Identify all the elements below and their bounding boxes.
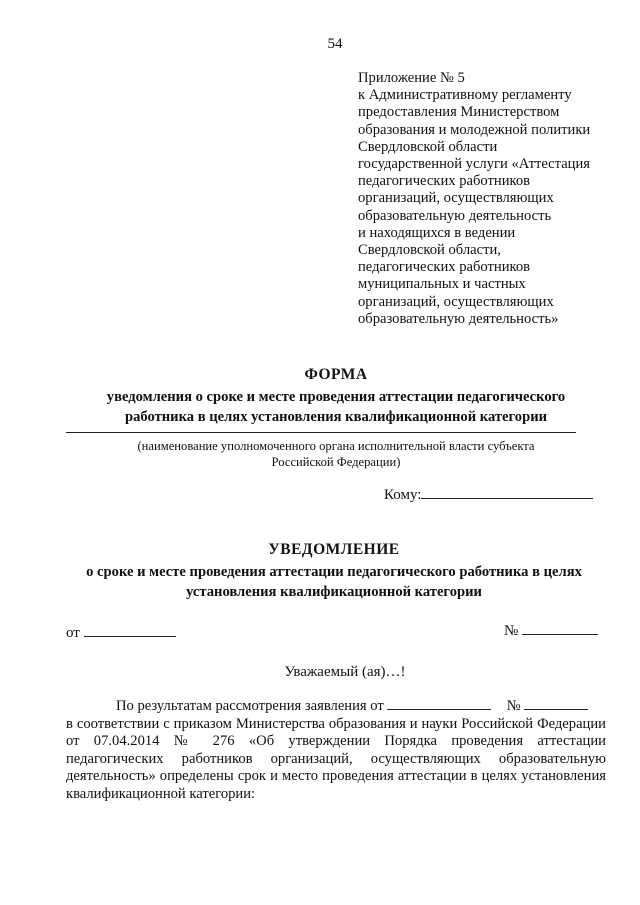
appendix-line: педагогических работников (358, 259, 531, 276)
body-text: в соответствии с приказом Министерства образования и науки Российской Федерации от 07.04.2014 № 276 «Об утверждении Порядка проведения аттестации педагогических работников организаций, осуществляющих образовательную деятельность» определены срок и место проведения аттестации в целях установления квалификационной категории: (66, 715, 606, 802)
appendix-line: Свердловской области (358, 138, 498, 155)
appendix-line: государственной услуги «Аттестация (358, 156, 591, 173)
form-subtitle-line: работника в целях установления квалификационной категории (124, 409, 548, 425)
appendix-line: образовательную деятельность (358, 207, 552, 224)
recipient-blank[interactable] (421, 484, 593, 499)
appendix-line: предоставления Министерством (358, 104, 560, 121)
notice-subtitle-line: о сроке и месте проведения аттестации педагогического работника в целях (86, 564, 582, 580)
greeting: Уважаемый (ая)…! (284, 664, 406, 680)
authority-note-line: (наименование уполномоченного органа исполнительной власти субъекта (137, 439, 535, 453)
body-first-line-prefix: По результатам рассмотрения заявления от (116, 698, 384, 714)
notice-title: УВЕДОМЛЕНИЕ (268, 541, 400, 558)
authority-note-line: Российской Федерации) (271, 455, 401, 469)
appendix-line: Приложение № 5 (358, 70, 465, 86)
date-blank[interactable] (84, 622, 176, 637)
appendix-line: к Административному регламенту (358, 87, 572, 104)
number-field[interactable] (504, 620, 598, 640)
recipient-field[interactable] (384, 484, 593, 504)
date-field[interactable] (66, 622, 176, 642)
appendix-header (358, 70, 628, 328)
notice-subtitle (34, 562, 634, 602)
notice-subtitle-line: установления квалификационной категории (186, 584, 482, 600)
appendix-line: образовательную деятельность» (358, 310, 559, 327)
form-subtitle-line: уведомления о сроке и месте проведения аттестации педагогического (106, 389, 566, 405)
appendix-line: организаций, осуществляющих (358, 293, 554, 310)
appendix-line: муниципальных и частных (358, 276, 526, 293)
appendix-line: Свердловской области, (358, 242, 501, 259)
appendix-line: образования и молодежной политики (358, 121, 591, 138)
number-label: № (504, 623, 519, 639)
recipient-label: Кому: (384, 487, 422, 503)
date-label: от (66, 625, 80, 641)
number-blank[interactable] (522, 620, 598, 635)
authority-name-line (66, 432, 576, 433)
appendix-line: и находящихся в ведении (358, 224, 516, 241)
body-first-line (66, 695, 606, 716)
appendix-line: педагогических работников (358, 173, 531, 190)
form-title: ФОРМА (304, 366, 368, 383)
authority-note (36, 438, 636, 470)
appendix-line: организаций, осуществляющих (358, 190, 554, 207)
application-date-blank[interactable] (387, 695, 491, 710)
application-number-label: № (506, 698, 521, 714)
body-paragraph (66, 695, 606, 804)
form-subtitle (36, 387, 636, 427)
application-number-blank[interactable] (524, 695, 588, 710)
page-number: 54 (327, 36, 343, 52)
